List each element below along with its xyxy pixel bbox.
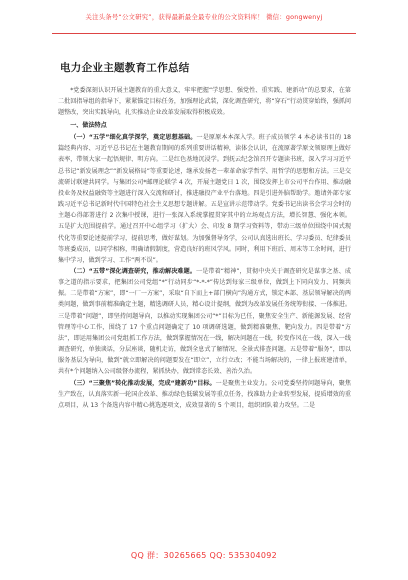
section-heading	[58, 120, 351, 131]
footer-banner	[0, 543, 408, 562]
item-3-text: 一是聚焦主业发力。公司党委坚持问题导向，聚焦生产致在，认真落实新一轮国企改革、推动绿色低碳发展等重点任务，找准助力企业转型发展，提质增效的重点项目，从 13 个备选内容中精心挑选逐项文，成效显著的 5 个项目，组织团队着力攻坚。二是	[58, 379, 351, 409]
section-heading-text: 一、做法特点	[70, 121, 107, 129]
header-banner-text: 关注头条号“公文研究”，获得最新最全最专业的公文资料库！ 微信：gongwenyj	[85, 13, 323, 21]
item-1-text: 一是原原本本深入学。班子成员领学 4 本必读书目的 18 篇经典内容、习近平总书记在主题教育期间的系列重要讲话精神，读体会认识，在流原著学原文领原理上做好表率，带领大家一起悟规律、明方向。二是红色基地沉浸学。到抚云纪念馆召开专题读书班，深入学习习近平总书记“新发展理念”“新发展格局”等重要论述，继承发扬老一辈革命家学哲学、用哲学的思想和方法。三是交流研讨联建共同学。与集团公司*邮理论联学 4 次，开展主题党日 1 次，围绕发挥上市公司平台作用、推动融投业务及权益融资等主题进行深入交流和研讨，推进融投产业平台落地。四是引进外脑帮助学。邀请外部专家践习近平总书记新时代中国特色社会主义思想专题讲解。五是宣讲示范带动学。党委书记出读书会学习会时的主题心得部署进行 2 次集中授课，进行一张深入系统掌握贯穿其中的立场观点方法，增长智慧、强化本领。五是扩大范围提前学。通过召开中心组学习（扩大）会、印发 8 期学习资料等，带动三级单位围绕中国式现代化等重要论述提前学习，提前思考，做好谋划。为加强督导务学，公司认真选出班长、学习委员、纪律委员等班委成员，以同学相称，明确请假制度，营造良好的班风学风。同时，利用下班后、周末等工余时间，进行集中学习，做到学习、工作“两不误”。	[58, 134, 351, 264]
item-2-text: 一是带着“精神”，贯彻中央关于调查研究是谋事之基、成事之道的指示要求，把集团公司党组“*”行动同步“*-*-*”传达到每家三级单位，做到上下同向发力、同频共振。二是带着“方案”，即“一厂一方案”，采取“自下而上+部门横向”沟通方式，锁定本部、基层领导解决的两类问题，做到事前精准确定主题，精选调研人员，精心设计提纲，做到为改革发展任务统筹衔接、一体推进。三是带着“问题”，即坚持问题导向，以推动实现集团公司“*”目标为已任，聚焦安全生产、新能源发展、经营管理等中心工作，围绕了 17 个重点问题确定了 10 项调研选题，做到精准聚焦、靶向发力。四是带着“方法”，即运用集团公司党组抓工作方法，做到掌握情况在一线，解决问题在一线，转变作风在一线，深入一线调查研究，单独谈话，分层座谈，随机走访，做到全息式了解情况、全景式排查问题。五是带着“服务”，即以服务基层为导向，做到“就立即解决的问题要发在“即立”，立行立改；不能当场解决的，一律上报班建清单，共有*个问题纳入公司级督办流程，紧抓快办，做到常态长效、善治久治。	[58, 268, 351, 376]
intro-paragraph: *党委深刻认识开展主题教育的重大意义，牢牢把握“学思想、强党性、重实践、建新功”的总要求，在第二批回指导组的指导下，紧紧锚定目标任务，加强理论武装，深化调查研究，将“穿石”行动贯穿始终，强抓问题整改，突出实践导向，扎实推动企业改革发展取得积极成效。	[58, 87, 351, 117]
footer-contact: QQ 群：30265665 QQ: 535304092	[130, 551, 278, 560]
item-3-heading: （三）“三聚焦”转化推动发展，完成“建新功”目标。	[70, 379, 216, 387]
header-banner	[0, 0, 408, 26]
document-title: 电力企业主题教育工作总结	[60, 62, 190, 74]
item-1-paragraph	[58, 132, 351, 266]
document-body	[58, 85, 351, 411]
item-2-paragraph	[58, 266, 351, 378]
item-3-paragraph	[58, 378, 351, 411]
item-2-heading: （二）“五带”深化调查研究，推动解决难题。	[70, 268, 197, 275]
header-divider	[52, 33, 356, 34]
item-1-heading: （一）“五学”细化真学深学，奠定思想基础。	[70, 134, 197, 142]
